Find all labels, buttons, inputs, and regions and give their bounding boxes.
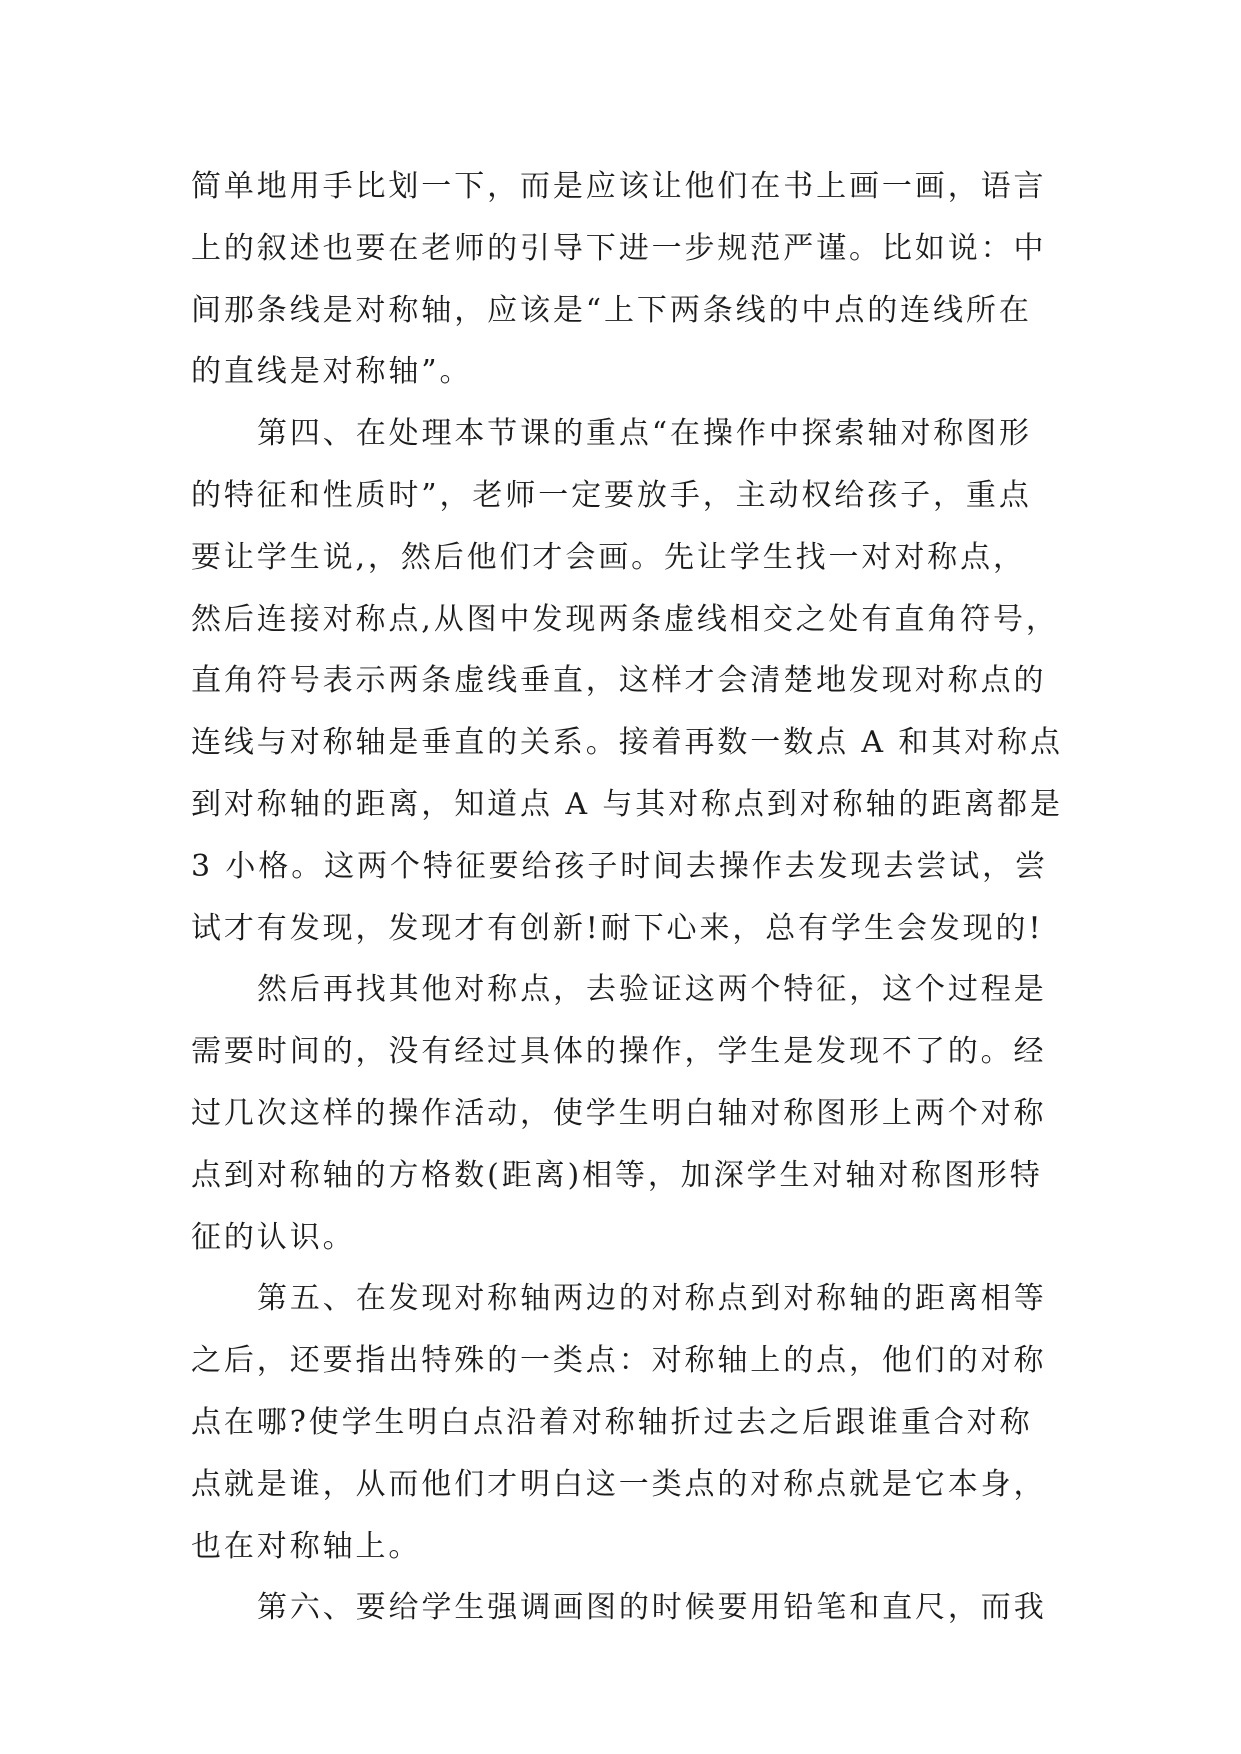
- text-line: 简单地用手比划一下，而是应该让他们在书上画一画，语言: [191, 169, 1047, 204]
- body-text: [191, 156, 1063, 1639]
- paragraph-start-line: 第六、要给学生强调画图的时候要用铅笔和直尺，而我: [257, 1590, 1047, 1626]
- text-line: 间那条线是对称轴，应该是“上下两条线的中点的连线所在: [191, 292, 1032, 328]
- text-line: 点在哪?使学生明白点沿着对称轴折过去之后跟谁重合对称: [191, 1404, 1033, 1440]
- text-line: 征的认识。: [191, 1219, 356, 1255]
- text-line: 的特征和性质时”，老师一定要放手，主动权给孩子，重点: [191, 477, 1032, 513]
- text-line: 要让学生说,，然后他们才会画。先让学生找一对对称点，: [191, 539, 1026, 575]
- paragraph-start-line: 第五、在发现对称轴两边的对称点到对称轴的距离相等: [257, 1281, 1047, 1317]
- text-line: 也在对称轴上。: [191, 1528, 422, 1564]
- text-line: 然后连接对称点,从图中发现两条虚线相交之处有直角符号，: [191, 601, 1059, 637]
- text-line: 点到对称轴的方格数(距离)相等，加深学生对轴对称图形特: [191, 1157, 1043, 1193]
- text-line: 上的叙述也要在老师的引导下进一步规范严谨。比如说：中: [191, 230, 1047, 266]
- text-line: 到对称轴的距离，知道点 A 与其对称点到对称轴的距离都是: [191, 786, 1063, 822]
- text-line: 的直线是对称轴”。: [191, 354, 473, 390]
- text-line: 直角符号表示两条虚线垂直，这样才会清楚地发现对称点的: [191, 663, 1047, 699]
- text-line: 之后，还要指出特殊的一类点：对称轴上的点，他们的对称: [191, 1343, 1047, 1379]
- text-line: 点就是谁，从而他们才明白这一类点的对称点就是它本身，: [191, 1466, 1047, 1502]
- paragraph-start-line: 第四、在处理本节课的重点“在操作中探索轴对称图形: [257, 416, 1032, 452]
- text-line: 试才有发现，发现才有创新!耐下心来，总有学生会发现的!: [191, 910, 1044, 946]
- text-line: 3 小格。这两个特征要给孩子时间去操作去发现去尝试，尝: [191, 848, 1048, 884]
- paragraph-start-line: 然后再找其他对称点，去验证这两个特征，这个过程是: [257, 972, 1047, 1008]
- text-line: 连线与对称轴是垂直的关系。接着再数一数点 A 和其对称点: [191, 725, 1063, 761]
- text-line: 过几次这样的操作活动，使学生明白轴对称图形上两个对称: [191, 1095, 1047, 1131]
- text-line: 需要时间的，没有经过具体的操作，学生是发现不了的。经: [191, 1034, 1047, 1070]
